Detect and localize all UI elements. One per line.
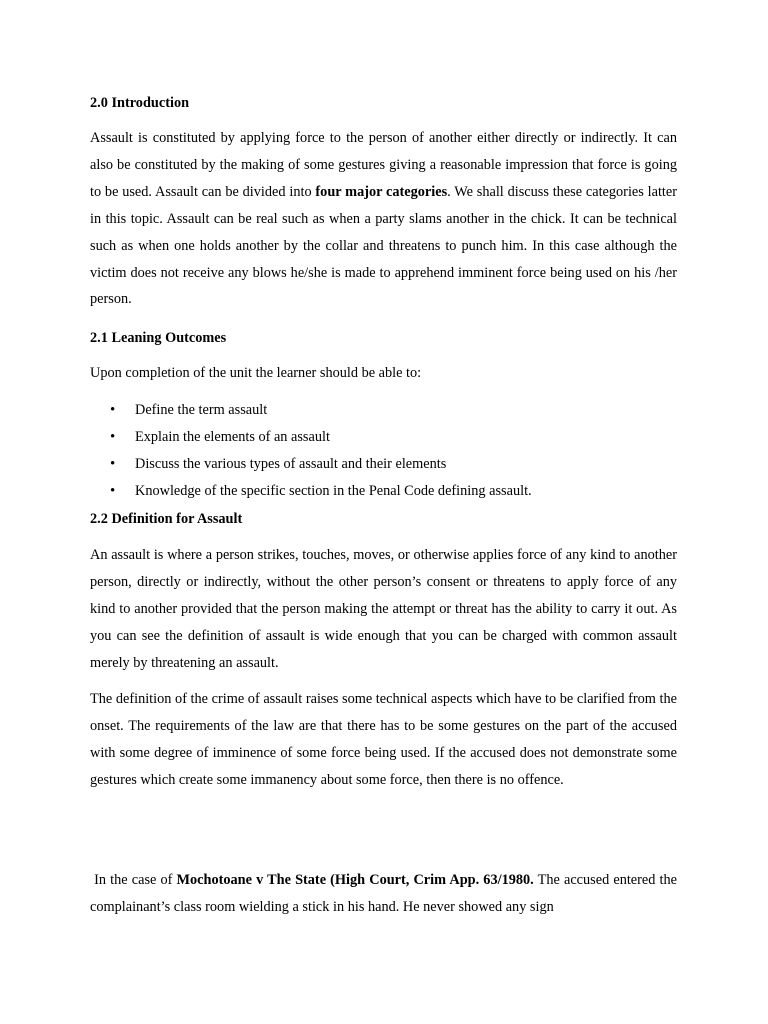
case-text-1: In the case of xyxy=(90,872,177,888)
intro-text-2: . We shall discuss these categories latter in this topic. Assault can be real such as when a party slams another in the chick. It can be technical such as when one holds another by the collar and threatens to punch him. In this case although the victim does not receive any blows he/she is made to apprehend imminent force being used on his /her person. xyxy=(90,183,677,308)
case-citation: Mochotoane v The State (High Court, Crim App. 63/1980. xyxy=(176,872,534,888)
list-item-text: Explain the elements of an assault xyxy=(135,429,330,445)
list-item xyxy=(90,451,532,478)
list-item xyxy=(90,424,532,451)
bullet-icon: • xyxy=(110,402,116,418)
definition-paragraph-1: An assault is where a person strikes, touches, moves, or otherwise applies force of any kind to another person, directly or indirectly, without the other person’s consent or threatens to apply force of any kind to another provided that the person making the attempt or threat has the ability to carry it out. As you can see the definition of assault is wide enough that you can be charged with common assault merely by threatening an assault. xyxy=(90,547,677,671)
intro-heading: 2.0 Introduction xyxy=(90,95,190,111)
definition-paragraph-2: The definition of the crime of assault raises some technical aspects which have to be clarified from the onset. The requirements of the law are that there has to be some gestures on the part of the accused with some degree of imminence of some force being used. If the accused does not demonstrate some gestures which create some immanency about some force, then there is no offence. xyxy=(90,691,677,788)
bullet-icon: • xyxy=(110,456,116,472)
bullet-icon: • xyxy=(110,429,116,445)
list-item-text: Define the term assault xyxy=(135,402,268,418)
definition-heading: 2.2 Definition for Assault xyxy=(90,511,243,527)
case-text-2: The accused entered the complainant’s class room wielding a stick in his hand. He never showed any sign xyxy=(90,872,678,915)
outcomes-heading: 2.1 Leaning Outcomes xyxy=(90,330,227,346)
outcomes-intro: Upon completion of the unit the learner should be able to: xyxy=(90,365,422,381)
list-item xyxy=(90,397,532,424)
intro-text-1: Assault is constituted by applying force to the person of another either directly or indirectly. It can also be constituted by the making of some gestures giving a reasonable impression that force is going to be used. Assault can be divided into xyxy=(90,130,677,200)
list-item-text: Knowledge of the specific section in the Penal Code defining assault. xyxy=(135,483,532,499)
outcomes-list xyxy=(90,397,532,505)
intro-paragraph xyxy=(90,125,677,313)
bullet-icon: • xyxy=(110,483,116,499)
case-paragraph xyxy=(90,867,677,921)
list-item xyxy=(90,478,532,505)
intro-bold-categories: four major categories xyxy=(315,183,448,200)
list-item-text: Discuss the various types of assault and their elements xyxy=(135,456,447,472)
